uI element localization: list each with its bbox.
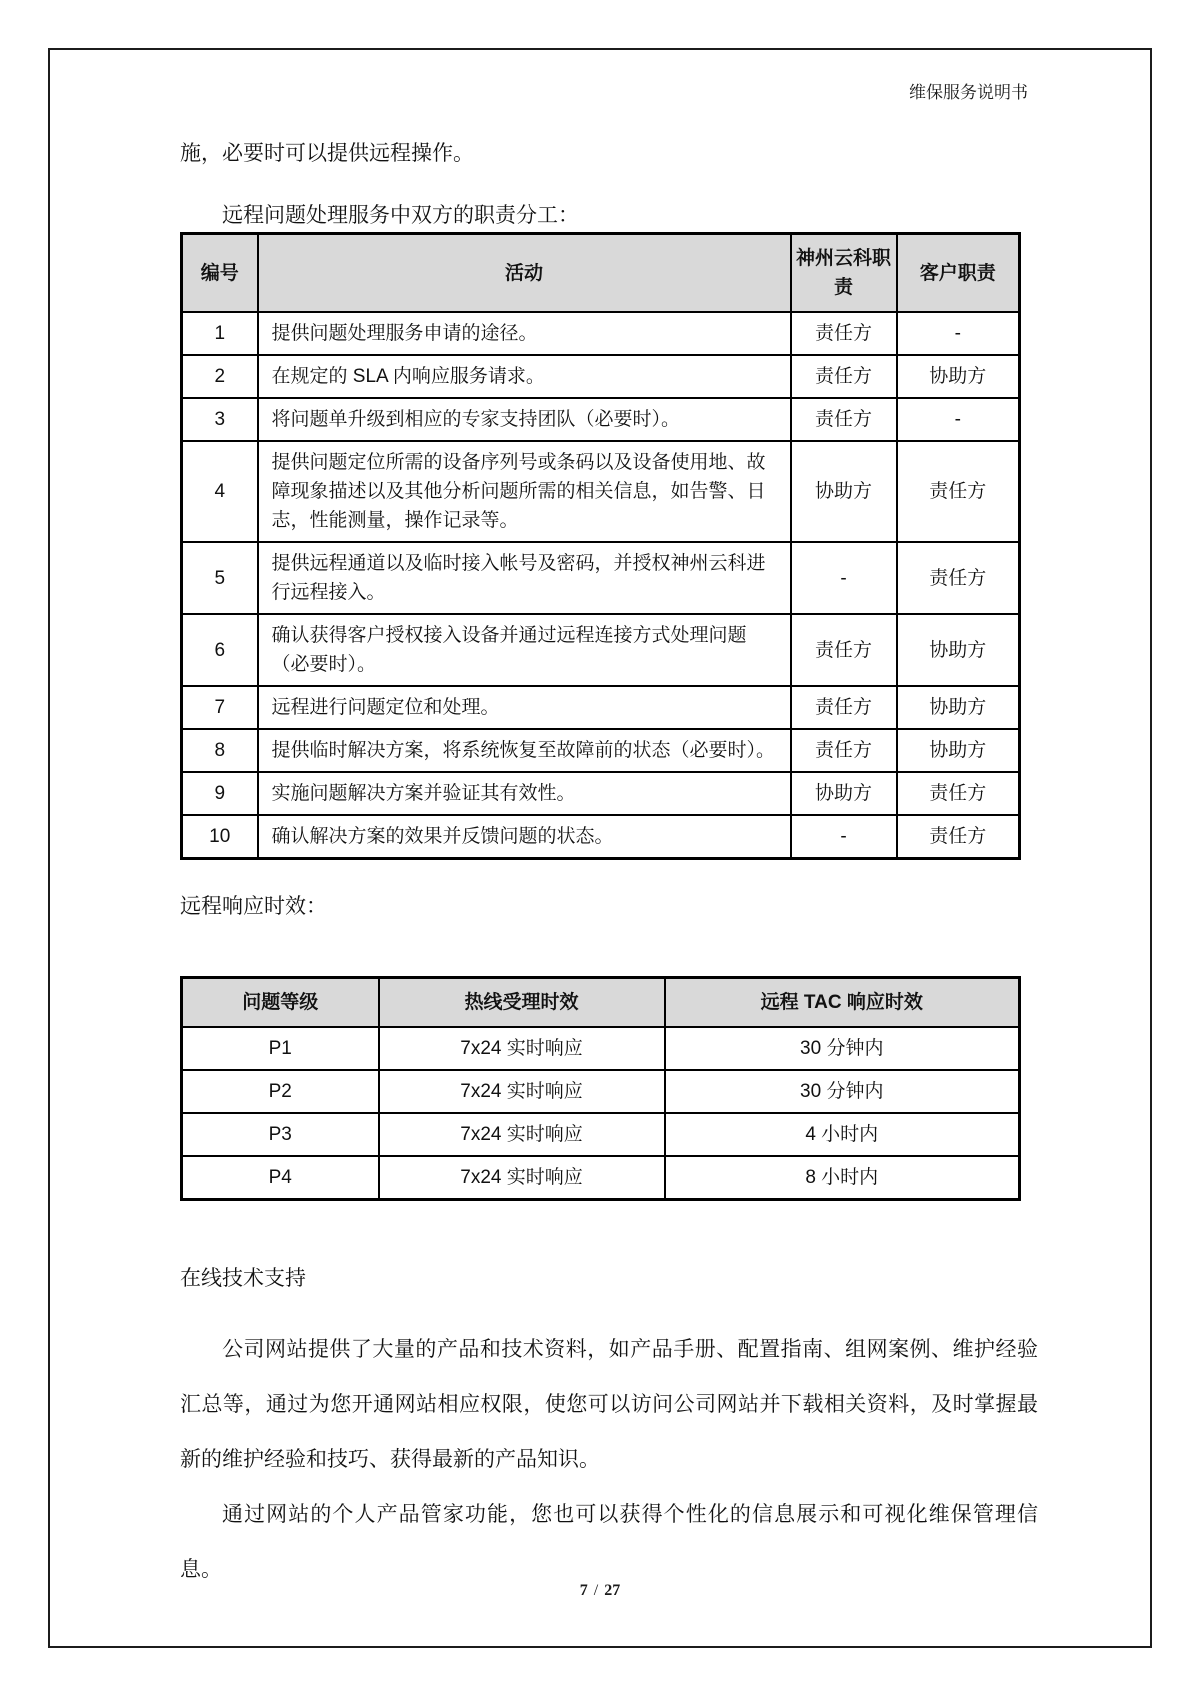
cell-vendor: 协助方: [791, 441, 897, 542]
cell-activity: 在规定的 SLA 内响应服务请求。: [258, 355, 791, 398]
body-paragraph: 通过网站的个人产品管家功能，您也可以获得个性化的信息展示和可视化维保管理信息。: [180, 1503, 1038, 1581]
cell-activity: 实施问题解决方案并验证其有效性。: [258, 772, 791, 815]
cell-remote-tac: 8 小时内: [665, 1156, 1020, 1200]
cell-vendor: 责任方: [791, 686, 897, 729]
cell-number: 6: [182, 614, 258, 686]
cell-vendor: 责任方: [791, 312, 897, 355]
cell-vendor: 协助方: [791, 772, 897, 815]
cell-customer: -: [897, 398, 1020, 441]
header-cell-number: 编号: [182, 234, 258, 313]
table-row: [182, 686, 1020, 729]
table-row: [182, 312, 1020, 355]
cell-vendor: 责任方: [791, 729, 897, 772]
cell-customer: -: [897, 312, 1020, 355]
cell-customer: 责任方: [897, 772, 1020, 815]
cell-number: 9: [182, 772, 258, 815]
cell-severity: P3: [182, 1113, 379, 1156]
cell-customer: 责任方: [897, 542, 1020, 614]
table-header-row: [182, 234, 1020, 313]
table-row: [182, 815, 1020, 859]
cell-number: 2: [182, 355, 258, 398]
cell-customer: 责任方: [897, 441, 1020, 542]
cell-activity: 确认获得客户授权接入设备并通过远程连接方式处理问题（必要时）。: [258, 614, 791, 686]
cell-vendor: 责任方: [791, 398, 897, 441]
header-cell-activity: 活动: [258, 234, 791, 313]
cell-hotline: 7x24 实时响应: [379, 1113, 665, 1156]
table-row: [182, 542, 1020, 614]
page-number-total: 27: [604, 1582, 621, 1599]
table-row: [182, 729, 1020, 772]
body-paragraph: 公司网站提供了大量的产品和技术资料，如产品手册、配置指南、组网案例、维护经验汇总等，通过为您开通网站相应权限，使您可以访问公司网站并下载相关资料，及时掌握最新的维护经验和技巧、获得最新的产品知识。: [180, 1338, 1038, 1471]
table-row: [182, 1113, 1020, 1156]
cell-number: 8: [182, 729, 258, 772]
table-row: [182, 355, 1020, 398]
cell-number: 5: [182, 542, 258, 614]
cell-activity: 提供问题处理服务申请的途径。: [258, 312, 791, 355]
cell-activity: 远程进行问题定位和处理。: [258, 686, 791, 729]
table-row: [182, 398, 1020, 441]
cell-remote-tac: 4 小时内: [665, 1113, 1020, 1156]
header-cell-remote-tac: 远程 TAC 响应时效: [665, 978, 1020, 1028]
cell-activity: 提供问题定位所需的设备序列号或条码以及设备使用地、故障现象描述以及其他分析问题所需的相关信息，如告警、日志，性能测量，操作记录等。: [258, 441, 791, 542]
header-cell-hotline: 热线受理时效: [379, 978, 665, 1028]
page-number-separator: /: [593, 1582, 599, 1599]
cell-hotline: 7x24 实时响应: [379, 1070, 665, 1113]
cell-number: 1: [182, 312, 258, 355]
page-number: [0, 1582, 1200, 1600]
table-row: [182, 441, 1020, 542]
table-row: [182, 614, 1020, 686]
cell-hotline: 7x24 实时响应: [379, 1156, 665, 1200]
cell-vendor: -: [791, 815, 897, 859]
responsibility-table: [180, 232, 1021, 860]
page-content: [180, 140, 1038, 1597]
cell-vendor: 责任方: [791, 614, 897, 686]
cell-activity: 提供远程通道以及临时接入帐号及密码，并授权神州云科进行远程接入。: [258, 542, 791, 614]
cell-activity: 将问题单升级到相应的专家支持团队（必要时）。: [258, 398, 791, 441]
cell-customer: 协助方: [897, 614, 1020, 686]
cell-remote-tac: 30 分钟内: [665, 1070, 1020, 1113]
table-row: [182, 1027, 1020, 1070]
cell-vendor: -: [791, 542, 897, 614]
responsibility-table-caption: 远程问题处理服务中双方的职责分工：: [222, 204, 579, 227]
sla-table: [180, 976, 1021, 1201]
cell-customer: 协助方: [897, 686, 1020, 729]
cell-number: 3: [182, 398, 258, 441]
table-row: [182, 1156, 1020, 1200]
sla-table-caption: 远程响应时效：: [180, 895, 327, 918]
cell-severity: P2: [182, 1070, 379, 1113]
cell-customer: 协助方: [897, 355, 1020, 398]
cell-severity: P4: [182, 1156, 379, 1200]
cell-severity: P1: [182, 1027, 379, 1070]
table-row: [182, 772, 1020, 815]
cell-customer: 责任方: [897, 815, 1020, 859]
header-cell-vendor-duty: 神州云科职责: [791, 234, 897, 313]
cell-hotline: 7x24 实时响应: [379, 1027, 665, 1070]
header-cell-severity: 问题等级: [182, 978, 379, 1028]
header-cell-customer-duty: 客户职责: [897, 234, 1020, 313]
cell-number: 7: [182, 686, 258, 729]
document-header-title: 维保服务说明书: [909, 83, 1028, 102]
cell-activity: 提供临时解决方案，将系统恢复至故障前的状态（必要时）。: [258, 729, 791, 772]
cell-activity: 确认解决方案的效果并反馈问题的状态。: [258, 815, 791, 859]
cell-number: 10: [182, 815, 258, 859]
page-number-current: 7: [579, 1582, 588, 1599]
table-header-row: [182, 978, 1020, 1028]
cell-customer: 协助方: [897, 729, 1020, 772]
cell-number: 4: [182, 441, 258, 542]
section-heading-online-support: 在线技术支持: [180, 1267, 306, 1290]
cell-vendor: 责任方: [791, 355, 897, 398]
table-row: [182, 1070, 1020, 1113]
cell-remote-tac: 30 分钟内: [665, 1027, 1020, 1070]
intro-paragraph-line: 施，必要时可以提供远程操作。: [180, 142, 474, 165]
